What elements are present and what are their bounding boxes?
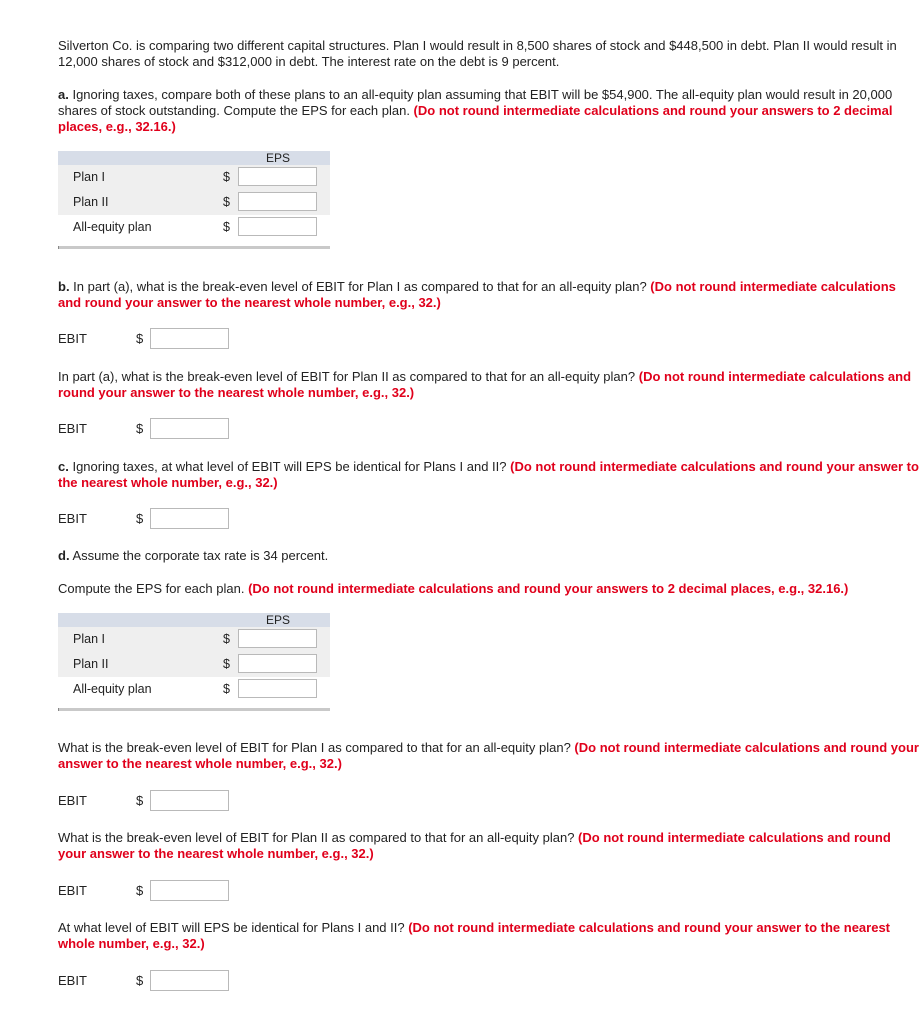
ebit-input-b2[interactable] xyxy=(150,418,229,439)
ebit-label: EBIT xyxy=(58,331,87,346)
ebit-input-c[interactable] xyxy=(150,508,229,529)
ebit-answer-d2 xyxy=(58,880,258,902)
intro-paragraph xyxy=(58,38,920,70)
part-b-question xyxy=(58,279,920,311)
part-d-compute-question xyxy=(58,581,920,597)
part-d3-question xyxy=(58,920,920,952)
table-row xyxy=(58,652,330,677)
currency-symbol: $ xyxy=(136,973,144,988)
ebit-label: EBIT xyxy=(58,421,87,436)
eps-column-header: EPS xyxy=(265,151,290,165)
part-a-text: Ignoring taxes, compare both of these plans to an all-equity plan assuming that EBIT will be $54,900. The all-equity plan would result in 20,000 shares of stock outstanding. Compute the EPS for each plan. xyxy=(58,87,893,118)
eps-table-d-header xyxy=(58,613,330,627)
table-row xyxy=(58,165,330,190)
part-c-label: c. xyxy=(58,459,69,474)
part-a-question xyxy=(58,87,920,135)
ebit-answer-b1 xyxy=(58,328,258,350)
part-d-label: d. xyxy=(58,548,70,563)
currency-symbol: $ xyxy=(223,657,230,671)
part-d-text: Assume the corporate tax rate is 34 percent. xyxy=(69,548,329,563)
part-d1-text: What is the break-even level of EBIT for Plan I as compared to that for an all-equity plan? xyxy=(58,740,575,755)
row-label: Plan II xyxy=(73,195,109,209)
part-d-question xyxy=(58,548,920,564)
ebit-answer-d1 xyxy=(58,790,258,812)
row-label: All-equity plan xyxy=(73,220,152,234)
part-b2-question xyxy=(58,369,920,401)
table-footer-bar xyxy=(58,708,330,711)
row-label: Plan I xyxy=(73,170,105,184)
ebit-answer-d3 xyxy=(58,970,258,992)
ebit-label: EBIT xyxy=(58,883,87,898)
row-label: All-equity plan xyxy=(73,682,152,696)
part-d-compute-instruction: (Do not round intermediate calculations and round your answers to 2 decimal places, e.g., 32.16.) xyxy=(248,581,849,596)
part-d2-question xyxy=(58,830,920,862)
intro-text: Silverton Co. is comparing two different capital structures. Plan I would result in 8,500 shares of stock and $448,500 in debt. Plan II would result in 12,000 shares of stock and $312,000 in debt. The interest rate on the debt is 9 percent. xyxy=(58,38,897,69)
part-c-instruction: (Do not round intermediate calculations and round your answer to the nearest whole number, e.g., 32.) xyxy=(58,459,919,490)
table-row xyxy=(58,215,330,240)
eps-table-a-header xyxy=(58,151,330,165)
table-row xyxy=(58,190,330,215)
ebit-input-d1[interactable] xyxy=(150,790,229,811)
currency-symbol: $ xyxy=(223,632,230,646)
part-d3-instruction: (Do not round intermediate calculations and round your answer to the nearest whole number, e.g., 32.) xyxy=(58,920,891,951)
part-c-question xyxy=(58,459,920,491)
eps-plan-1-input[interactable] xyxy=(238,167,317,186)
currency-symbol: $ xyxy=(136,331,144,346)
part-d3-text: At what level of EBIT will EPS be identical for Plans I and II? xyxy=(58,920,409,935)
currency-symbol: $ xyxy=(223,220,230,234)
table-footer-bar xyxy=(58,246,330,249)
part-d2-instruction: (Do not round intermediate calculations and round your answer to the nearest whole number, e.g., 32.) xyxy=(58,830,891,861)
eps-column-header: EPS xyxy=(265,613,290,627)
eps-plan-2-input[interactable] xyxy=(238,192,317,211)
ebit-input-b1[interactable] xyxy=(150,328,229,349)
part-a-label: a. xyxy=(58,87,69,102)
part-b-text: In part (a), what is the break-even level of EBIT for Plan I as compared to that for an all-equity plan? xyxy=(69,279,651,294)
ebit-label: EBIT xyxy=(58,793,87,808)
table-row xyxy=(58,677,330,702)
part-d1-instruction: (Do not round intermediate calculations and round your answer to the nearest whole number, e.g., 32.) xyxy=(58,740,919,771)
eps-taxed-plan-2-input[interactable] xyxy=(238,654,317,673)
currency-symbol: $ xyxy=(136,511,144,526)
part-b-label: b. xyxy=(58,279,70,294)
part-d2-text: What is the break-even level of EBIT for Plan II as compared to that for an all-equity plan? xyxy=(58,830,579,845)
eps-taxed-all-equity-input[interactable] xyxy=(238,679,317,698)
currency-symbol: $ xyxy=(136,883,144,898)
ebit-input-d3[interactable] xyxy=(150,970,229,991)
currency-symbol: $ xyxy=(136,421,144,436)
eps-all-equity-input[interactable] xyxy=(238,217,317,236)
ebit-label: EBIT xyxy=(58,511,87,526)
part-b-instruction: (Do not round intermediate calculations and round your answer to the nearest whole number, e.g., 32.) xyxy=(58,279,896,310)
currency-symbol: $ xyxy=(223,682,230,696)
currency-symbol: $ xyxy=(136,793,144,808)
part-b2-instruction: (Do not round intermediate calculations and round your answer to the nearest whole number, e.g., 32.) xyxy=(58,369,912,400)
table-row xyxy=(58,627,330,652)
currency-symbol: $ xyxy=(223,195,230,209)
part-d-compute-text: Compute the EPS for each plan. xyxy=(58,581,249,596)
eps-taxed-plan-1-input[interactable] xyxy=(238,629,317,648)
ebit-answer-c xyxy=(58,508,258,530)
ebit-answer-b2 xyxy=(58,418,258,440)
ebit-input-d2[interactable] xyxy=(150,880,229,901)
ebit-label: EBIT xyxy=(58,973,87,988)
part-c-text: Ignoring taxes, at what level of EBIT will EPS be identical for Plans I and II? xyxy=(68,459,511,474)
row-label: Plan II xyxy=(73,657,109,671)
row-label: Plan I xyxy=(73,632,105,646)
currency-symbol: $ xyxy=(223,170,230,184)
part-d1-question xyxy=(58,740,920,772)
part-b2-text: In part (a), what is the break-even level of EBIT for Plan II as compared to that for an all-equity plan? xyxy=(58,369,639,384)
part-a-instruction: (Do not round intermediate calculations and round your answers to 2 decimal places, e.g., 32.16.) xyxy=(58,103,893,134)
